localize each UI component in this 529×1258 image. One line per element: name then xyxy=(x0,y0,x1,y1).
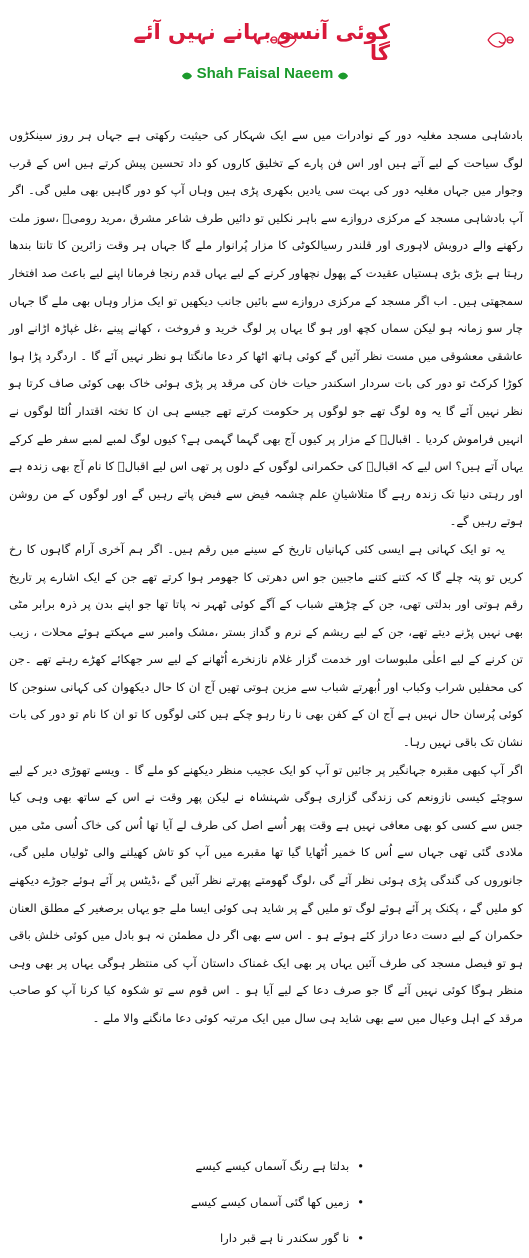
verse-line xyxy=(104,1184,364,1220)
verse-line xyxy=(104,1220,364,1256)
leaf-icon xyxy=(181,67,193,79)
bullet-icon: • xyxy=(357,1159,364,1173)
verse-text: بدلتا ہے رنگ آسماں کیسے کیسے xyxy=(195,1159,350,1173)
verse-list xyxy=(104,1148,364,1256)
bullet-icon: • xyxy=(357,1195,364,1209)
bullet-icon: • xyxy=(357,1231,364,1245)
author-name: Shah Faisal Naeem xyxy=(196,64,334,82)
verse-line xyxy=(104,1148,364,1184)
paragraph: یہ تو ایک کہانی ہے ایسی کئی کہانیاں تاریخ کے سینے میں رقم ہیں۔ اگر ہم آخری آرام گاہوں کا رخ کریں تو پتہ چلے گا کہ کتنے کتنے ماجبین جو اس دھرتی کا جھومر ہوا کرتے تھے جن کے ایک اشارے پر تاریخ رقم ہوتی اور بدلتی تھی، جن کے چڑھتے شباب کے آگے کوئی ٹھہر نہ پاتا تھا جو اپنے بدن پر ذرہ برابر مٹی بھی نہیں پڑنے دیتے تھے، جن کے لیے ریشم کے نرم و گداز بستر ،مشک وامبر سے مہکتے ہوئے محلات ، زیب تن کرنے کے لیے اعلٰی ملبوسات اور خدمت گزار غلام نازنخرے اُٹھانے کے لیے سر جھکائے کھڑے رہتے تھے ۔جن کی محفلیں شراب وکباب اور اُبھرتے شباب سے مزین ہوتی تھیں آج ان کا حال دیکھوان کی کہانی سنوجن کا کوئی پُرسان حال نہیں ہے آج ان کے کفن بھی نا رنا رہو چکے ہیں کئی لوگوں کا تو ان کا نام تو دور کی بات نشان تک باقی نہیں رہا۔ xyxy=(9,541,523,750)
floral-ornament-icon xyxy=(268,28,298,52)
article-body xyxy=(9,122,523,1033)
verse-text: زمیں کھا گئی آسماں کیسے کیسے xyxy=(190,1195,350,1209)
floral-ornament-icon xyxy=(486,28,516,52)
page-title: کوئی آنسو بہانے نہیں آئے گا xyxy=(133,20,390,65)
author-byline xyxy=(180,62,350,84)
paragraph: اگر آپ کبھی مقبرہ جہانگیر پر جائیں تو آپ کو ایک عجیب منظر دیکھنے کو ملے گا ۔ ویسے تھوڑی دیر کے لیے سوچئے کیسی نازونعم کی زندگی گزاری ہوگی شہنشاہ نے لیکن پھر وقت نے اس کے ساتھ بھی وہی کیا جس سے کسی کو بھی معافی نہیں ہے وقت پھر اُسے اصل کی طرف لے آیا تھا اُس کی خاک اُسی مٹی میں ملادی گئی تھی جہاں سے اُس کا خمیر اُٹھایا گیا تھا مقبرے میں آپ کو تاش کھیلنے والی ٹولیاں ملیں گی، جانوروں کی گندگی پڑی ہوئی نظر آئے گی ،لوگ گھومتے پھرتے نظر آئیں گے ،ڈیٹس پر آئے ہوئے جوڑے دیکھنے کو ملیں گے ، پکنک پر آئے ہوئے لوگ تو ملیں گے پر شاید ہی کوئی ایسا ملے جو یہاں برصغیر کے مطلق العنان حکمران کے لیے دست دعا دراز کئے ہوئے ہو ۔ اس سے بھی اگر دل مطمئن نہ ہو بادل میں کوئی خلش باقی ہو تو فیصل مسجد کی طرف آئیں یہاں پر بھی ایک غمناک داستان آپ کی منتظر ہوگی یہاں پر بھی وہی منظر ہوگا کوئی نہیں آئے گا جو صرف دعا کے لیے آیا ہو ۔ اس قوم سے تو شکوہ کیا کرنا آپ کو صاحب مرقد کے اہل وعیال میں سے بھی شاید ہی سال میں ایک مرتبہ کوئی دعا مانگنے والا ملے ۔ xyxy=(9,762,523,1025)
title-band xyxy=(130,10,390,65)
verse-text: نا گور سکندر نا ہے قبر دارا xyxy=(219,1231,350,1245)
leaf-icon xyxy=(337,67,349,79)
paragraph: بادشاہی مسجد مغلیہ دور کے نوادرات میں سے ایک شہکار کی حیثیت رکھتی ہے جہاں ہر روز سینکڑوں لوگ سیاحت کے لیے آتے ہیں اور اس فن پارے کے تخلیق کاروں کو داد تحسین پیش کرتے ہیں اس کے قرب وجوار میں جہاں مغلیہ دور کی بہت سی یادیں بکھری پڑی ہیں وہاں آپ کو دور گاہیں بھی ملیں گی۔ اگر آپ بادشاہی مسجد کے مرکزی دروازے سے باہر نکلیں تو دائیں طرف شاعر مشرق ،مرید رومیؒ ،سوز ملت رکھنے والے درویش لاہوری اور قلندر رسیالکوٹی کا مزار پُرانوار ملے گا جہاں ہر وقت زائرین کا تانتا بندھا رہتا ہے بڑی بڑی ہستیاں عقیدت کے پھول نچھاور کرنے کے لیے یہاں قدم رنجا فرمانا اپنے لیے باعث صد افتخار سمجھتی ہیں۔ اب اگر مسجد کے مرکزی دروازے سے بائیں جانب دیکھیں تو ایک مزار وہاں بھی ملے گا جہاں چار سو زمانہ ہو لیکن سماں کچھ اور ہو گا یہاں پر لوگ خرید و فروخت ، کھانے پینے ،غل غپاڑہ اڑانے اور عاشقی معشوقی میں مست نظر آئیں گے کوئی ہاتھ اٹھا کر دعا مانگتا ہو نظر نہیں آئے گا ۔ اردگرد پڑا ہوا کوڑا کرکٹ تو دور کی بات سردار اسکندر حیات خان کی مرقد پر پڑی ہوئی خاک بھی کوئی صاف کرتا ہو نظر نہیں آئے گا یہ وہ لوگ تھے جو لوگوں پر حکومت کرتے تھے جیسے ہی ان کا تختہ اقتدار اُلٹا لوگوں نے انہیں فراموش کردیا ۔ اقبالؒ کے مزار پر کیوں آج بھی گہما گہمی ہے؟ کیوں لوگ لمبے لمبے سفر طے کرکے یہاں آتے ہیں؟ اس لیے کہ اقبالؒ کی حکمرانی لوگوں کے دلوں پر تھی اس لیے اقبالؒ کا نام آج بھی زندہ ہے اور رہتی دنیا تک زندہ رہے گا متلاشیانِ علم چشمہ فیض سے فیض پاتے رہیں گے اور لوگوں کے من روشن ہوتے رہیں گے۔ xyxy=(9,128,523,529)
